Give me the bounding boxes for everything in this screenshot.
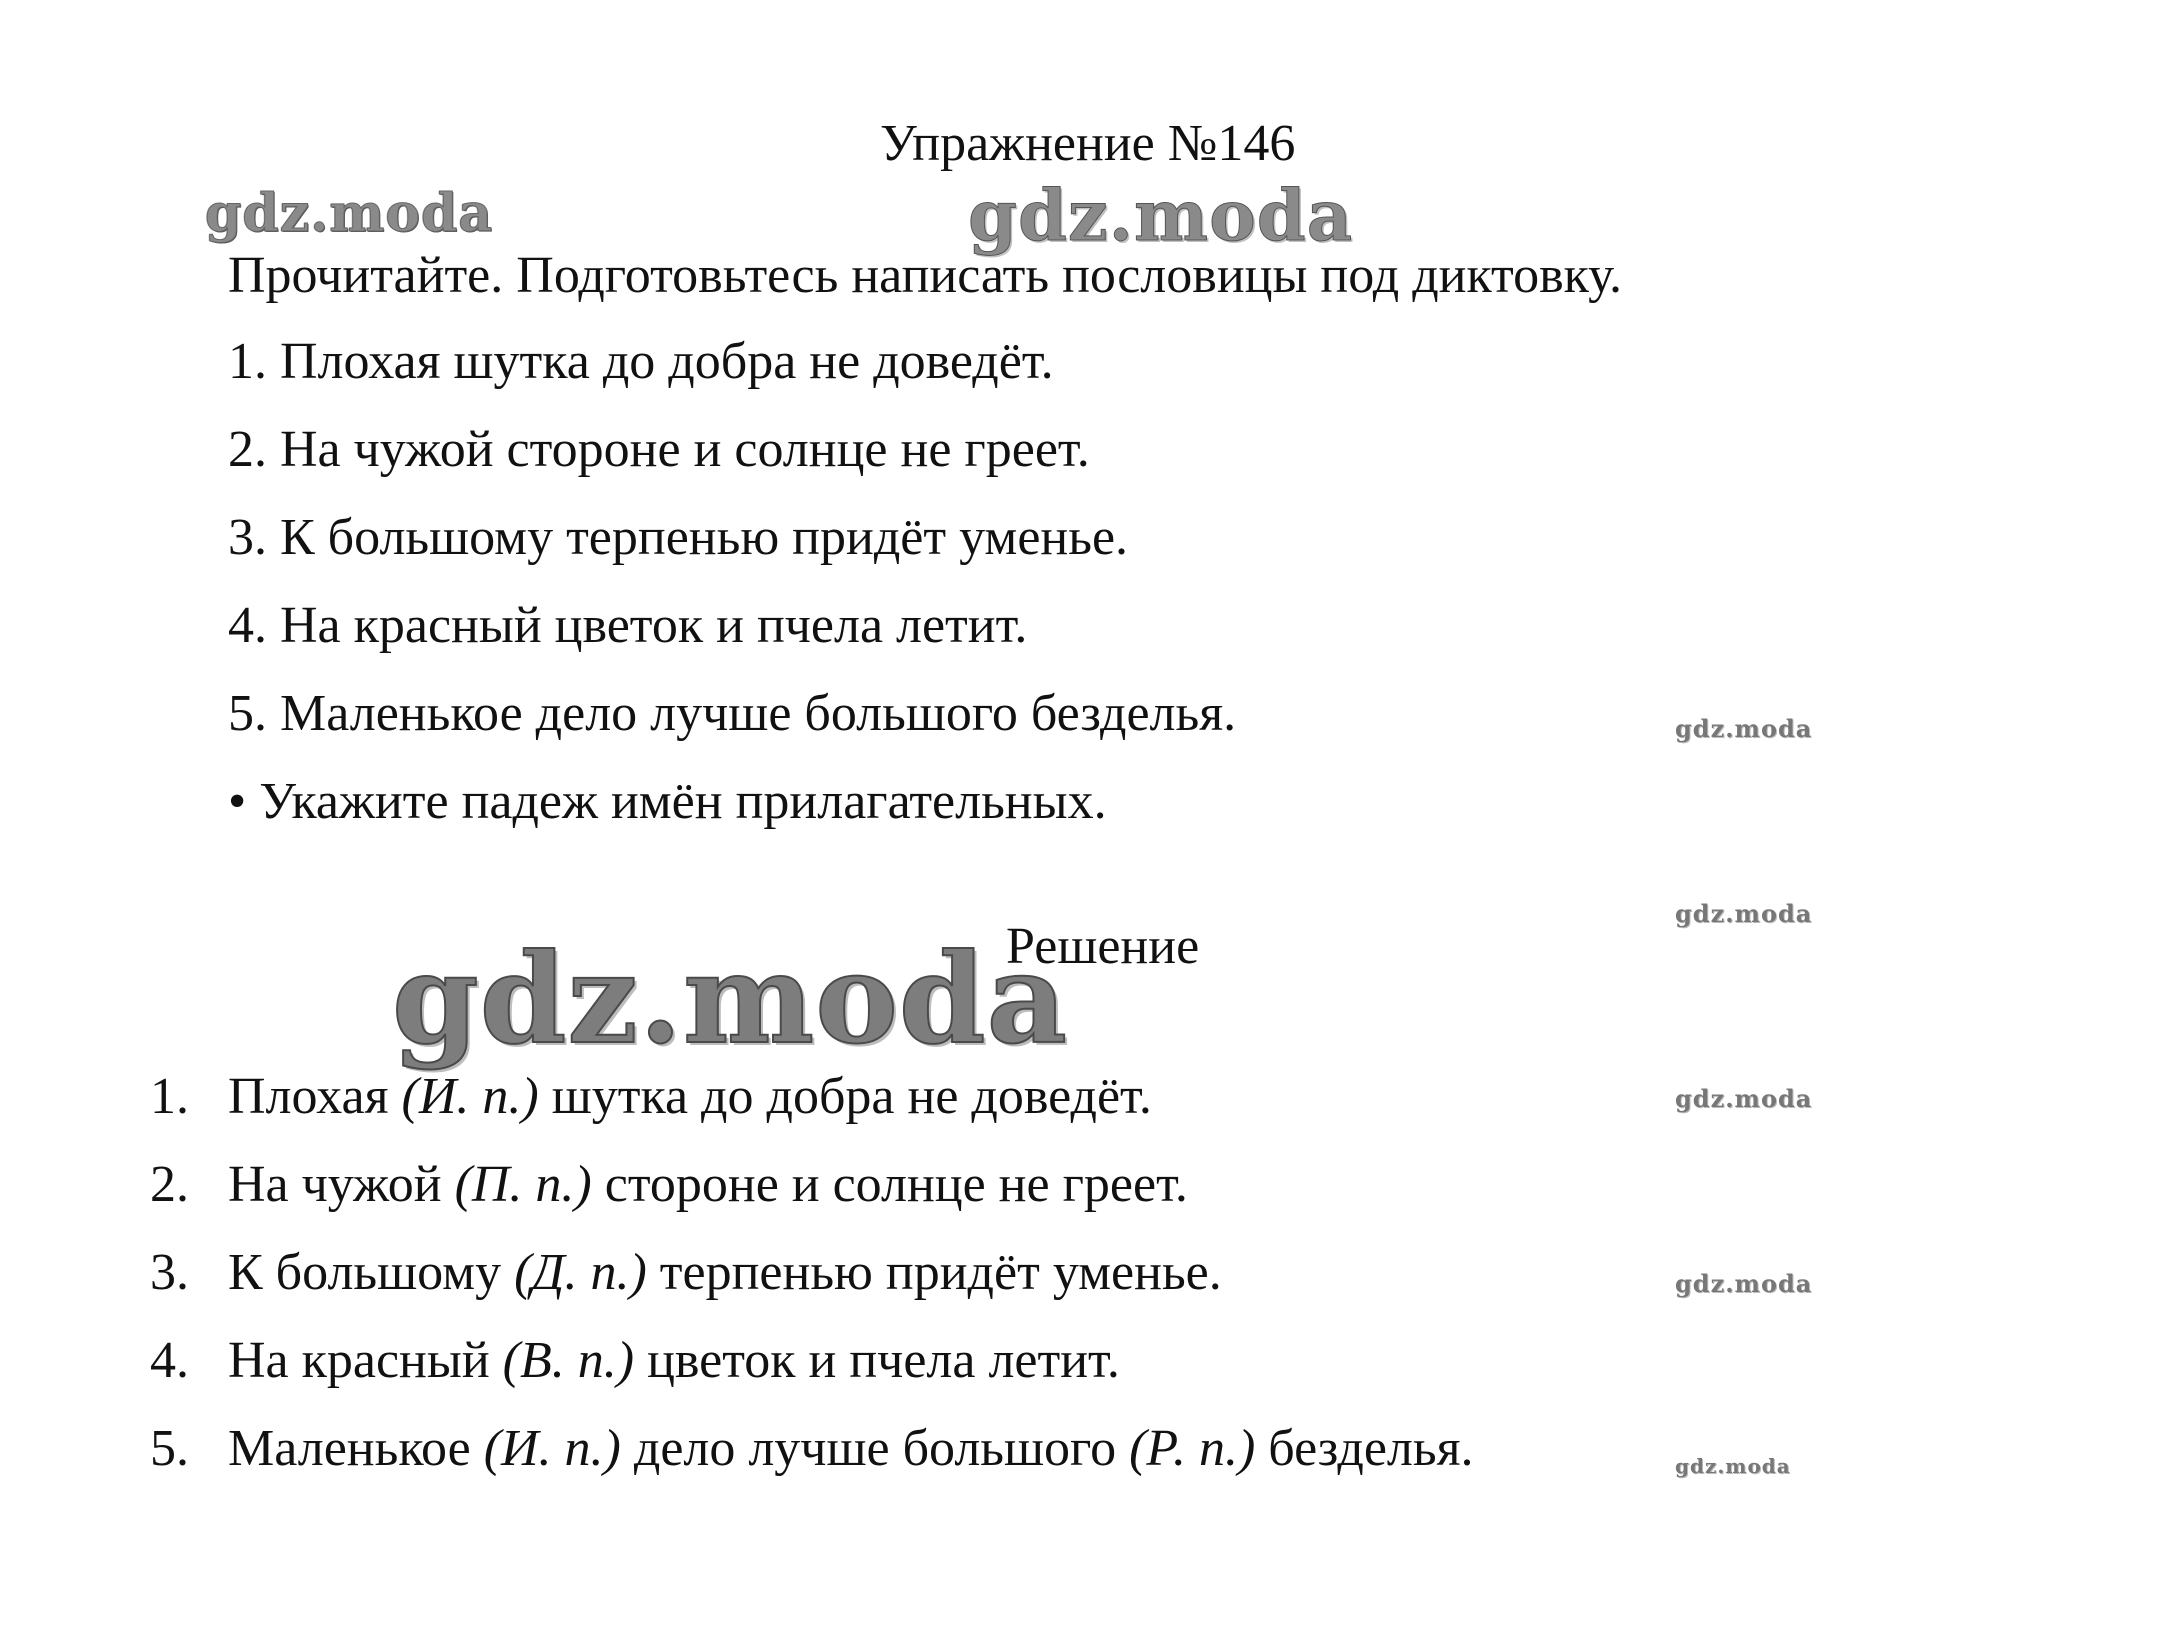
proverb-item: 1. Плохая шутка до добра не доведёт. (228, 333, 1054, 390)
proverb-item: 5. Маленькое дело лучше большого безделья. (228, 685, 1237, 742)
solution-heading: Решение (1006, 918, 1200, 975)
case-label: (В. п.) (502, 1332, 635, 1389)
answer-text: терпенью придёт уменье. (646, 1244, 1222, 1301)
case-label: (И. п.) (483, 1420, 621, 1477)
watermark-logo: gdz.moda (1675, 1454, 1791, 1478)
watermark-logo: gdz.moda (1675, 1084, 1813, 1113)
proverb-list (228, 330, 1236, 770)
exercise-title: Упражнение №146 (880, 115, 1296, 172)
case-label: (П. п.) (454, 1156, 592, 1213)
watermark-logo: gdz.moda (1675, 1269, 1813, 1298)
watermark-logo: gdz.moda (1675, 714, 1813, 743)
proverb-item: 2. На чужой стороне и солнце не греет. (228, 421, 1090, 478)
answer-number: 3. (150, 1244, 189, 1301)
answer-text: цветок и пчела летит. (634, 1332, 1120, 1389)
answer-text: К большому (228, 1244, 515, 1301)
answer-number: 1. (150, 1068, 189, 1125)
case-label: (Д. п.) (514, 1244, 647, 1301)
answer-text: шутка до добра не доведёт. (538, 1068, 1152, 1125)
watermark-logo: gdz.moda (205, 183, 494, 244)
answer-text: На чужой (228, 1156, 455, 1213)
watermark-logo: gdz.moda (968, 174, 1354, 257)
answer-number: 5. (150, 1420, 189, 1477)
watermark-logo: gdz.moda (1675, 899, 1813, 928)
answer-item (150, 1329, 1474, 1417)
exercise-instruction: Прочитайте. Подготовьтесь написать пословицы под диктовку. (228, 247, 1622, 304)
case-label: (Р. п.) (1129, 1420, 1256, 1477)
answer-number: 4. (150, 1332, 189, 1389)
answer-item (150, 1065, 1474, 1153)
answer-text: Плохая (228, 1068, 402, 1125)
answer-text: дело лучше большого (620, 1420, 1130, 1477)
answer-item (150, 1417, 1474, 1505)
answer-text: безделья. (1255, 1420, 1474, 1477)
proverb-item: 3. К большому терпенью придёт уменье. (228, 509, 1129, 566)
proverb-item: 4. На красный цветок и пчела летит. (228, 597, 1028, 654)
answer-number: 2. (150, 1156, 189, 1213)
answer-list (150, 1065, 1474, 1505)
answer-item (150, 1241, 1474, 1329)
case-label: (И. п.) (401, 1068, 539, 1125)
answer-text: стороне и солнце не греет. (591, 1156, 1188, 1213)
bullet-task: • Укажите падеж имён прилагательных. (228, 773, 1107, 830)
answer-text: Маленькое (228, 1420, 484, 1477)
answer-text: На красный (228, 1332, 503, 1389)
watermark-logo: gdz.moda (392, 927, 1068, 1072)
answer-item (150, 1153, 1474, 1241)
